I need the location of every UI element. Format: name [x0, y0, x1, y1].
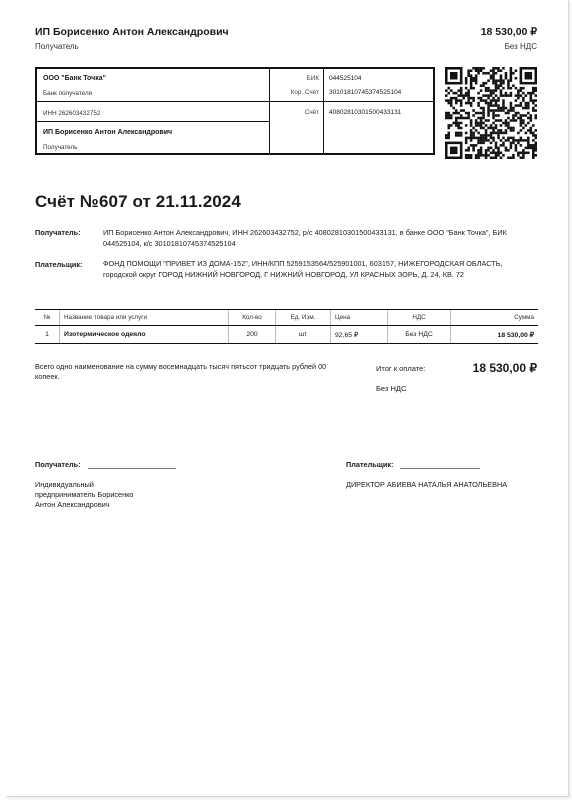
- sign-payer-line: [400, 468, 480, 469]
- items-table: [35, 309, 538, 344]
- to-pay-label: Итог к оплате:: [376, 364, 426, 373]
- col-qty: Кол-во: [229, 310, 276, 326]
- sign-payer-text: ДИРЕКТОР АБИЕВА НАТАЛЬЯ АНАТОЛЬЕВНА: [346, 480, 508, 489]
- sign-recipient-line-3: Антон Александрович: [35, 500, 110, 509]
- sign-payer-label: Плательщик:: [346, 460, 394, 469]
- to-pay-amount: 18 530,00 ₽: [472, 361, 537, 375]
- sign-recipient-line-2: предприниматель Борисенко: [35, 490, 134, 499]
- row-qty: 200: [229, 326, 276, 344]
- recipient-role: Получатель: [35, 42, 79, 51]
- col-vat: НДС: [388, 310, 451, 326]
- col-name: Название товара или услуги: [60, 310, 229, 326]
- row-sum: 18 530,00 ₽: [451, 326, 539, 344]
- table-row: [35, 326, 538, 344]
- inn-text: ИНН 262603432752: [43, 110, 101, 117]
- bank-role: Банк получателя: [43, 90, 93, 97]
- header-amount: 18 530,00 ₽: [480, 26, 537, 38]
- row-name: Изотермическое одеяло: [60, 326, 229, 344]
- bik-label: БИК: [306, 75, 319, 82]
- row-price: 92,65 ₽: [331, 326, 388, 344]
- payer-details: ФОНД ПОМОЩИ "ПРИВЕТ ИЗ ДОМА-152", ИНН/КПП 5259153564/525901001, 603157, НИЖЕГОРОДСКАЯ ОБЛАСТЬ, городской округ ГОРОД НИЖНИЙ НОВГОРОД, Г НИЖНИЙ НОВГОРОД, УЛ КРАСНЫХ ЗОРЬ, Д. 24, КВ. 72: [103, 259, 503, 279]
- sign-recipient-label: Получатель:: [35, 460, 81, 469]
- totals-vat: Без НДС: [376, 384, 407, 393]
- holder-name: ИП Борисенко Антон Александрович: [43, 129, 173, 136]
- invoice-title: Счёт №607 от 21.11.2024: [35, 192, 241, 211]
- header-vat: Без НДС: [504, 42, 537, 51]
- bik-value: 044525104: [329, 75, 362, 82]
- bank-name: ООО "Банк Точка": [43, 75, 106, 82]
- col-number: №: [35, 310, 60, 326]
- bank-details-box: [35, 67, 435, 155]
- col-unit: Ед. Изм.: [276, 310, 331, 326]
- qr-code: [445, 67, 537, 159]
- ks-value: 30101810745374525104: [329, 89, 402, 96]
- recipient-details: ИП Борисенко Антон Александрович, ИНН 262603432752, р/с 40802810301500433131, в банке ООО "Банк Точка", БИК 044525104, к/с 30101810745374525104: [103, 228, 507, 248]
- account-value: 40802810301500433131: [329, 109, 402, 116]
- amount-in-words: Всего одно наименование на сумму восемнадцать тысяч пятьсот тридцать рублей 00 копеек.: [35, 362, 327, 381]
- payer-label: Плательщик:: [35, 260, 83, 269]
- holder-role: Получатель: [43, 144, 78, 151]
- account-label: Счёт: [304, 109, 319, 116]
- col-sum: Сумма: [451, 310, 539, 326]
- row-unit: шт: [276, 326, 331, 344]
- col-price: Цена: [331, 310, 388, 326]
- table-header-row: [35, 310, 538, 326]
- sign-recipient-text: [35, 480, 195, 510]
- recipient-name: ИП Борисенко Антон Александрович: [35, 26, 229, 38]
- row-number: 1: [35, 326, 60, 344]
- ks-label: Кор. Счёт: [290, 89, 319, 96]
- sign-recipient-line-1: Индивидуальный: [35, 480, 94, 489]
- row-vat: Без НДС: [388, 326, 451, 344]
- sign-recipient-line: [88, 468, 176, 469]
- recipient-label: Получатель:: [35, 228, 81, 237]
